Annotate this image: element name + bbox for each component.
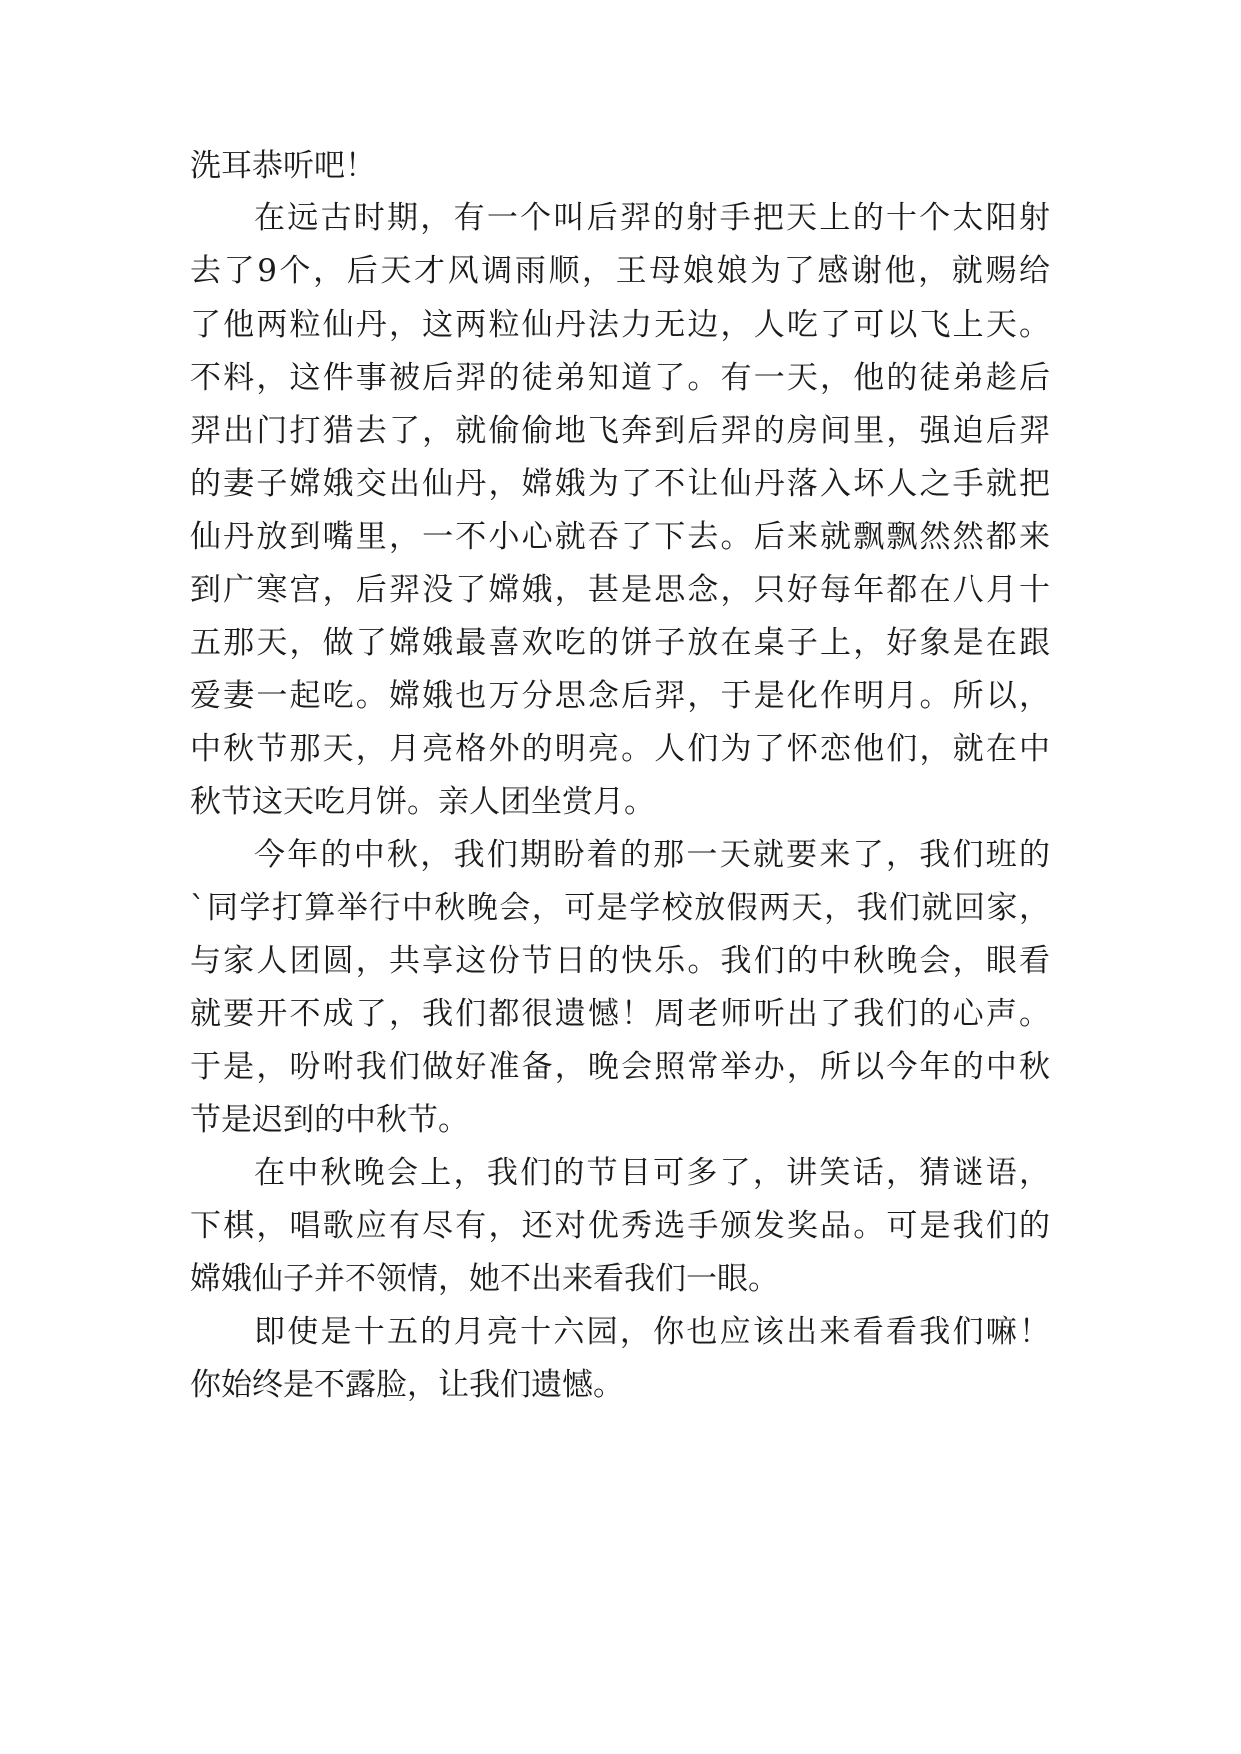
- text-line: 羿出门打猎去了，就偷偷地飞奔到后羿的房间里，强迫后羿: [190, 413, 1050, 449]
- text-line: 中秋节那天，月亮格外的明亮。人们为了怀恋他们，就在中: [190, 731, 1050, 767]
- text-line: 到广寒宫，后羿没了嫦娥，甚是思念，只好每年都在八月十: [190, 572, 1050, 608]
- text-line: 去了9个，后天才风调雨顺，王母娘娘为了感谢他，就赐给: [190, 253, 1050, 289]
- text-line: 了他两粒仙丹，这两粒仙丹法力无边，人吃了可以飞上天。: [190, 307, 1050, 343]
- text-line: 下棋，唱歌应有尽有，还对优秀选手颁发奖品。可是我们的: [190, 1208, 1050, 1244]
- text-line: 于是，吩咐我们做好准备，晚会照常举办，所以今年的中秋: [190, 1049, 1050, 1085]
- text-line: 不料，这件事被后羿的徒弟知道了。有一天，他的徒弟趁后: [190, 360, 1050, 396]
- text-line: 洗耳恭听吧！: [190, 148, 376, 184]
- text-line: 你始终是不露脸，让我们遗憾。: [190, 1367, 624, 1403]
- text-line: `同学打算举行中秋晚会，可是学校放假两天，我们就回家，: [190, 890, 1050, 926]
- text-line: 节是迟到的中秋节。: [190, 1102, 469, 1138]
- text-line: 秋节这天吃月饼。亲人团坐赏月。: [190, 784, 655, 820]
- text-line: 五那天，做了嫦娥最喜欢吃的饼子放在桌子上，好象是在跟: [190, 625, 1050, 661]
- text-line: 嫦娥仙子并不领情，她不出来看我们一眼。: [190, 1261, 779, 1297]
- text-line: 与家人团圆，共享这份节日的快乐。我们的中秋晚会，眼看: [190, 943, 1050, 979]
- text-line: 爱妻一起吃。嫦娥也万分思念后羿，于是化作明月。所以，: [190, 678, 1050, 714]
- paragraph-first-line: 今年的中秋，我们期盼着的那一天就要来了，我们班的: [254, 837, 1050, 873]
- paragraph-first-line: 即使是十五的月亮十六园，你也应该出来看看我们嘛！: [254, 1314, 1050, 1350]
- text-line: 仙丹放到嘴里，一不小心就吞了下去。后来就飘飘然然都来: [190, 519, 1050, 555]
- text-line: 的妻子嫦娥交出仙丹，嫦娥为了不让仙丹落入坏人之手就把: [190, 466, 1050, 502]
- text-line: 就要开不成了，我们都很遗憾！周老师听出了我们的心声。: [190, 996, 1050, 1032]
- paragraph-first-line: 在中秋晚会上，我们的节目可多了，讲笑话，猜谜语，: [254, 1155, 1050, 1191]
- paragraph-first-line: 在远古时期，有一个叫后羿的射手把天上的十个太阳射: [254, 200, 1050, 236]
